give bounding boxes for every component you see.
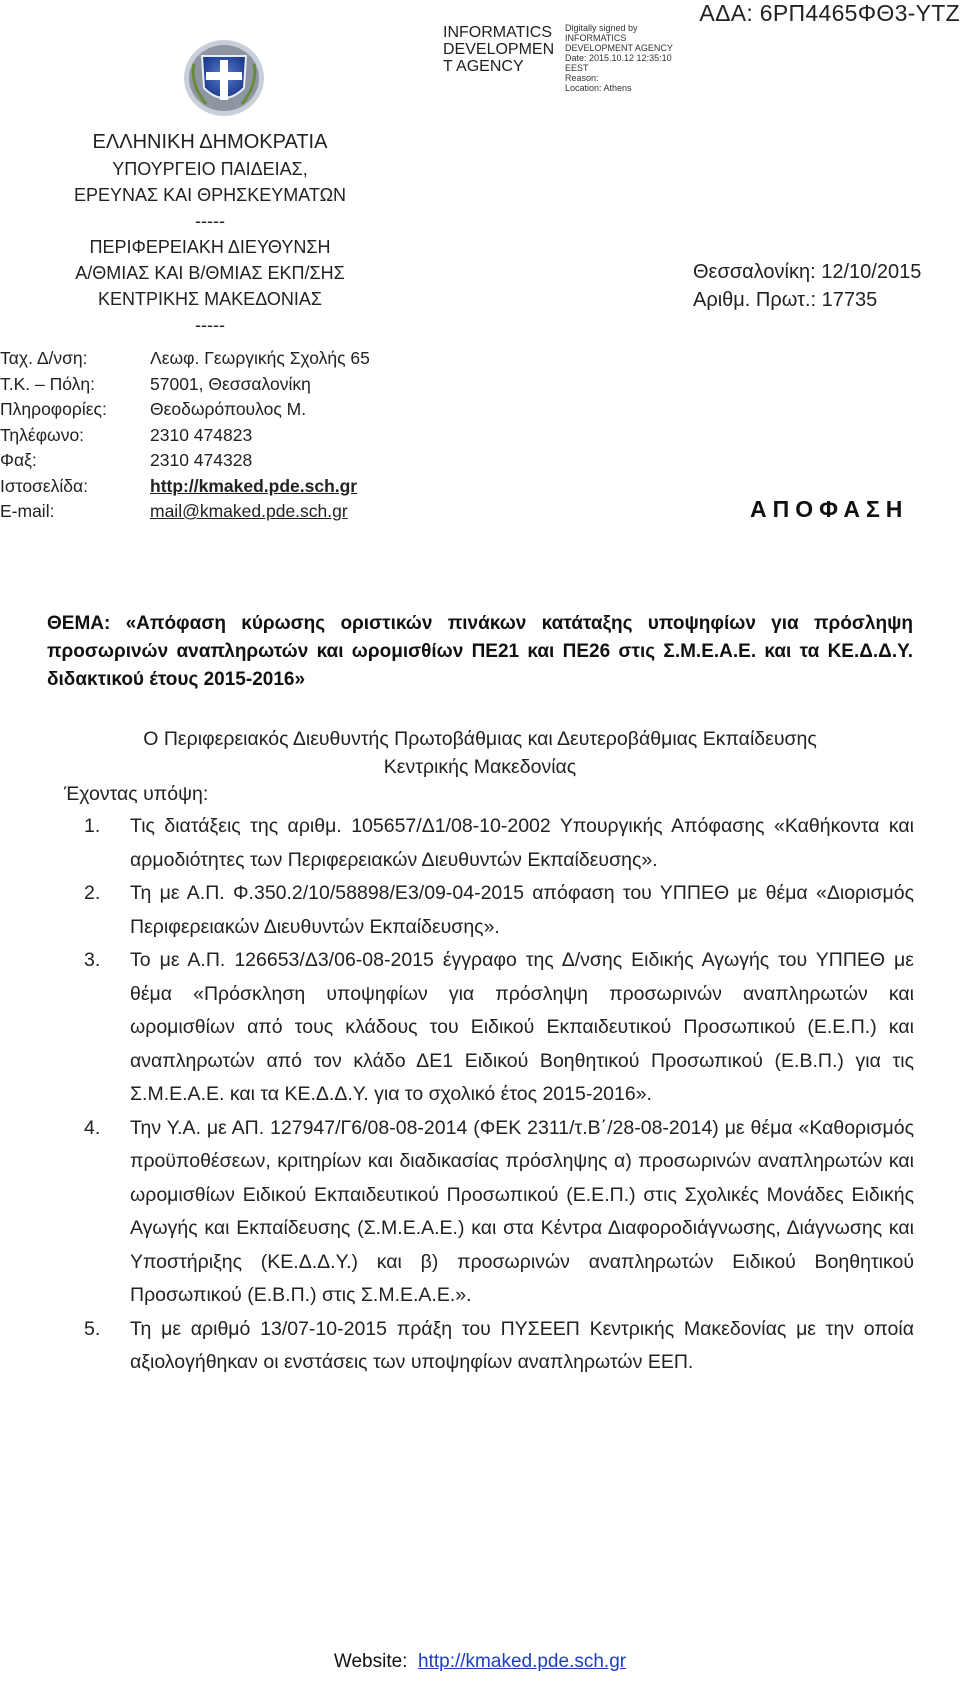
item-text: Την Υ.Α. με ΑΠ. 127947/Γ6/08-08-2014 (ΦΕΚ 2311/τ.Β΄/28-08-2014) με θέμα «Καθορισμός προϋποθέσεων, κριτηρίων και διαδικασίας πρόσληψης α) προσωρινών αναπληρωτών και ωρομισθίων Ειδικού Εκπαιδευτικού Προσωπικού (Ε.Ε.Π.) στις Σχολικές Μονάδες Ειδικής Αγωγής και Εκπαίδευσης (Σ.Μ.Ε.Α.Ε.) και στα Κέντρα Διαφοροδιάγνωσης, Διάγνωσης και Υποστήριξης (ΚΕ.Δ.Δ.Υ.) και β) προσωρινών αναπληρωτών Ειδικού Βοηθητικού Προσωπικού (Ε.Β.Π.) στις Σ.Μ.Ε.Α.Ε.».	[130, 1116, 914, 1306]
signature-line: Reason:	[565, 73, 599, 83]
footer-label: Website:	[333, 1651, 408, 1672]
signing-agency: INFORMATICS DEVELOPMEN T AGENCY	[443, 24, 555, 75]
item-number: 2.	[84, 882, 101, 904]
item-number: 3.	[84, 949, 101, 971]
contact-row	[0, 448, 370, 474]
signature-line: Digitally signed by	[565, 23, 638, 33]
list-item	[84, 810, 914, 877]
contact-label: Πληροφορίες:	[0, 399, 107, 419]
protocol-number: Αριθμ. Πρωτ.: 17735	[693, 289, 878, 311]
item-number: 5.	[84, 1317, 101, 1340]
contact-row	[0, 474, 370, 500]
date-protocol-block	[693, 258, 921, 314]
footer-website-link[interactable]: http://kmaked.pde.sch.gr	[418, 1651, 627, 1672]
contact-info	[0, 346, 370, 525]
contact-label: Ιστοσελίδα:	[0, 475, 89, 496]
header-line: ΠΕΡΙΦΕΡΕΙΑΚΗ ΔΙΕΥΘΥΝΣΗ	[89, 237, 331, 257]
header-line: ΕΡΕΥΝΑΣ ΚΑΙ ΘΡΗΣΚΕΥΜΑΤΩΝ	[73, 185, 347, 205]
item-text: Τη με Α.Π. Φ.350.2/10/58898/Ε3/09-04-2015 απόφαση του ΥΠΠΕΘ με θέμα «Διορισμός Περιφερειακών Διευθυντών Εκπαίδευσης».	[130, 882, 914, 938]
signature-line: DEVELOPMENT AGENCY	[565, 43, 673, 53]
decision-title: ΑΠΟΦΑΣΗ	[750, 496, 909, 522]
issuing-authority-header	[40, 128, 380, 338]
greek-emblem-icon	[182, 34, 266, 118]
director-line: Κεντρικής Μακεδονίας	[383, 756, 577, 778]
contact-row	[0, 346, 370, 372]
contact-value: 57001, Θεσσαλονίκη	[150, 373, 311, 394]
contact-row	[0, 499, 370, 525]
header-line: Α/ΘΜΙΑΣ ΚΑΙ Β/ΘΜΙΑΣ ΕΚΠ/ΣΗΣ	[75, 263, 345, 283]
subject-text: ΘΕΜΑ: «Απόφαση κύρωσης οριστικών πινάκων κατάταξης υποψηφίων για πρόσληψη προσωρινών αναπληρωτών και ωρομισθίων ΠΕ21 και ΠΕ26 στις Σ.Μ.Ε.Α.Ε. και τα ΚΕ.Δ.Δ.Υ. διδακτικού έτους 2015-2016»	[47, 613, 913, 690]
signature-line: INFORMATICS	[565, 33, 627, 43]
list-item	[84, 1112, 914, 1313]
item-number: 1.	[84, 815, 101, 837]
header-line: ΕΛΛΗΝΙΚΗ ΔΗΜΟΚΡΑΤΙΑ	[92, 131, 328, 153]
signature-line: EEST	[565, 63, 589, 73]
list-item	[84, 944, 914, 1112]
director-title	[47, 725, 913, 781]
document-date: Θεσσαλονίκη: 12/10/2015	[693, 261, 922, 283]
contact-value: 2310 474823	[150, 424, 253, 445]
contact-label: Τ.Κ. – Πόλη:	[0, 373, 96, 394]
contact-value: Θεοδωρόπουλος Μ.	[150, 399, 307, 419]
email-link[interactable]: mail@kmaked.pde.sch.gr	[150, 501, 348, 521]
contact-row	[0, 423, 370, 449]
digital-signature-details	[565, 23, 695, 93]
list-item	[84, 1313, 914, 1380]
item-text: Τις διατάξεις της αριθμ. 105657/Δ1/08-10-2002 Υπουργικής Απόφασης «Καθήκοντα και αρμοδιότητες των Περιφερειακών Διευθυντών Εκπαίδευσης».	[130, 815, 914, 871]
contact-label: Τηλέφωνο:	[0, 424, 85, 445]
contact-value: Λεωφ. Γεωργικής Σχολής 65	[150, 348, 370, 368]
contact-row	[0, 397, 370, 423]
contact-label: E-mail:	[0, 501, 55, 521]
header-line: -----	[195, 315, 225, 335]
considerations-intro: Έχοντας υπόψη:	[64, 783, 209, 805]
header-line: ΥΠΟΥΡΓΕΙΟ ΠΑΙΔΕΙΑΣ,	[112, 159, 308, 179]
considerations-list	[84, 810, 914, 1380]
header-line: -----	[195, 211, 225, 231]
ada-code: ΑΔΑ: 6ΡΠ4465ΦΘ3-ΥΤΖ	[699, 0, 960, 26]
website-link[interactable]: http://kmaked.pde.sch.gr	[150, 475, 358, 496]
header-line: ΚΕΝΤΡΙΚΗΣ ΜΑΚΕΔΟΝΙΑΣ	[98, 289, 322, 309]
item-number: 4.	[84, 1116, 101, 1139]
contact-value: 2310 474328	[150, 450, 253, 470]
contact-label: Ταχ. Δ/νση:	[0, 348, 88, 368]
signature-line: Location: Athens	[565, 83, 632, 93]
contact-label: Φαξ:	[0, 450, 37, 470]
page-footer	[0, 1651, 960, 1673]
contact-row	[0, 372, 370, 398]
director-line: Ο Περιφερειακός Διευθυντής Πρωτοβάθμιας και Δευτεροβάθμιας Εκπαίδευσης	[143, 728, 817, 750]
signature-line: Date: 2015.10.12 12:35:10	[565, 53, 672, 63]
item-text: Το με Α.Π. 126653/Δ3/06-08-2015 έγγραφο της Δ/νσης Ειδικής Αγωγής του ΥΠΠΕΘ με θέμα «Πρόσκληση υποψηφίων για πρόσληψη προσωρινών αναπληρωτών και ωρομισθίων από τους κλάδους του Ειδικού Εκπαιδευτικού Προσωπικού (Ε.Ε.Π.) και αναπληρωτών από τον κλάδο ΔΕ1 Ειδικού Βοηθητικού Προσωπικού (Ε.Β.Π.) για τις Σ.Μ.Ε.Α.Ε. και τα ΚΕ.Δ.Δ.Υ. για το σχολικό έτος 2015-2016».	[130, 949, 914, 1105]
list-item	[84, 877, 914, 944]
item-text: Τη με αριθμό 13/07-10-2015 πράξη του ΠΥΣΕΕΠ Κεντρικής Μακεδονίας με την οποία αξιολογήθηκαν οι ενστάσεις των υποψηφίων αναπληρωτών ΕΕΠ.	[130, 1317, 914, 1373]
